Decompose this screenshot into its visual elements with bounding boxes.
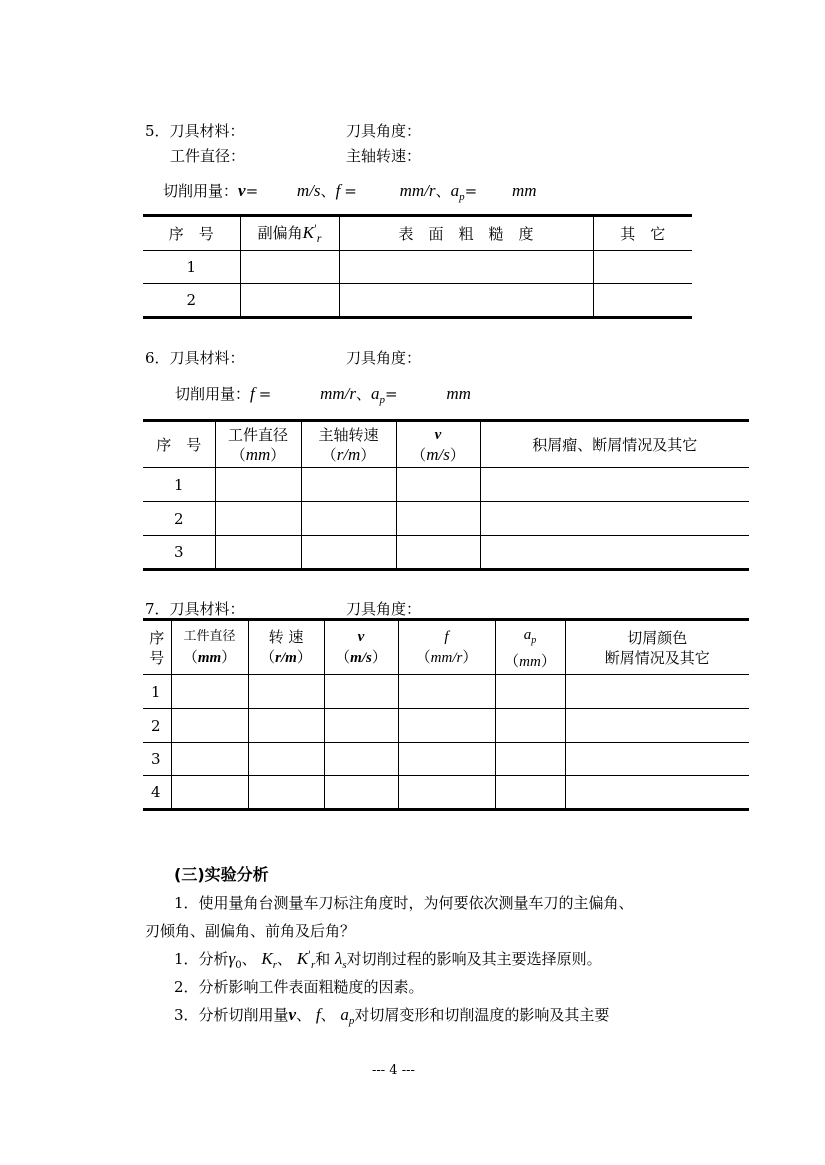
table-cell[interactable] xyxy=(495,675,565,709)
table-row xyxy=(143,502,749,536)
table-cell[interactable] xyxy=(301,536,396,570)
analysis-question-3: 2．分析影响工件表面粗糙度的因素。 xyxy=(174,978,424,996)
s7-table xyxy=(143,618,749,811)
s5-spindle-speed: 主轴转速： xyxy=(346,147,422,165)
table-cell[interactable] xyxy=(240,284,339,318)
table-cell[interactable] xyxy=(171,776,248,810)
table-cell[interactable] xyxy=(396,468,480,502)
row-index: 1 xyxy=(143,468,215,502)
s6-tool-angle: 刀具角度： xyxy=(346,349,422,367)
table-cell[interactable] xyxy=(593,284,692,318)
s6-col-index: 序 号 xyxy=(143,421,215,468)
s7-col-depth: $a_p$ （mm） xyxy=(495,620,565,675)
table-cell[interactable] xyxy=(339,284,593,318)
table-cell[interactable] xyxy=(171,743,248,776)
table-cell[interactable] xyxy=(565,709,749,743)
s7-col-notes: 切屑颜色 断屑情况及其它 xyxy=(565,620,749,675)
s7-tool-angle: 刀具角度： xyxy=(346,600,422,618)
table-row xyxy=(143,776,749,810)
table-row xyxy=(143,709,749,743)
table-row xyxy=(143,536,749,570)
s7-col-speed: 转 速 （r/m） xyxy=(248,620,324,675)
table-cell[interactable] xyxy=(215,502,301,536)
table-cell[interactable] xyxy=(495,743,565,776)
row-index: 1 xyxy=(143,675,171,709)
s6-table xyxy=(143,419,749,571)
s6-cutting-params: 切削用量：f = mm/r、$a_p=$ mm xyxy=(175,384,471,406)
s5-tool-angle: 刀具角度： xyxy=(346,122,422,140)
s5-col-other: 其 它 xyxy=(593,216,692,251)
table-cell[interactable] xyxy=(248,743,324,776)
table-cell[interactable] xyxy=(495,709,565,743)
analysis-question-1b: 刃倾角、副偏角、前角及后角？ xyxy=(145,922,356,940)
table-cell[interactable] xyxy=(240,251,339,284)
row-index: 3 xyxy=(143,536,215,570)
table-cell[interactable] xyxy=(565,675,749,709)
s5-table xyxy=(143,214,692,319)
s6-col-spindle: 主轴转速 （r/m） xyxy=(301,421,396,468)
analysis-question-4: 3．分析切削用量v、 f、 $a_p$对切屑变形和切削温度的影响及其主要 xyxy=(174,1005,610,1027)
table-cell[interactable] xyxy=(215,536,301,570)
table-row xyxy=(143,251,692,284)
table-row xyxy=(143,468,749,502)
table-cell[interactable] xyxy=(248,709,324,743)
analysis-question-1a: 1．使用量角台测量车刀标注角度时，为何要依次测量车刀的主偏角、 xyxy=(174,894,634,912)
row-index: 2 xyxy=(143,709,171,743)
table-cell[interactable] xyxy=(171,709,248,743)
table-cell[interactable] xyxy=(398,743,495,776)
s7-tool-material: 7．刀具材料： xyxy=(145,600,245,618)
s5-col-roughness: 表 面 粗 糙 度 xyxy=(339,216,593,251)
table-cell[interactable] xyxy=(480,536,749,570)
table-cell[interactable] xyxy=(248,675,324,709)
table-cell[interactable] xyxy=(324,776,398,810)
s7-col-feed: f （mm/r） xyxy=(398,620,495,675)
row-index: 1 xyxy=(143,251,240,284)
row-index: 4 xyxy=(143,776,171,810)
s5-cutting-params: 切削用量：v= m/s、f = mm/r、$a_p=$ mm xyxy=(163,181,537,203)
table-row xyxy=(143,284,692,318)
row-index: 2 xyxy=(143,502,215,536)
table-cell[interactable] xyxy=(480,502,749,536)
table-cell[interactable] xyxy=(324,743,398,776)
s6-col-velocity: v （m/s） xyxy=(396,421,480,468)
table-cell[interactable] xyxy=(324,675,398,709)
table-cell[interactable] xyxy=(565,743,749,776)
analysis-heading: (三)实验分析 xyxy=(174,865,269,884)
s5-col-minor-angle: 副偏角$K'_r$ xyxy=(240,216,339,251)
table-row xyxy=(143,675,749,709)
table-cell[interactable] xyxy=(480,468,749,502)
s6-col-diameter: 工件直径 （mm） xyxy=(215,421,301,468)
analysis-question-2: 1．分析$\gamma_0$、 $K_r$、 $K'_r$和 $\lambda_s$对切削过程的影响及其主要选择原则。 xyxy=(174,949,602,971)
s6-tool-material: 6．刀具材料： xyxy=(145,349,245,367)
s5-col-index: 序 号 xyxy=(143,216,240,251)
page-number: --- 4 --- xyxy=(372,1063,415,1078)
table-row xyxy=(143,743,749,776)
table-cell[interactable] xyxy=(248,776,324,810)
table-cell[interactable] xyxy=(396,536,480,570)
row-index: 2 xyxy=(143,284,240,318)
s5-tool-material: 5．刀具材料： xyxy=(145,122,245,140)
s5-workpiece-diameter: 工件直径： xyxy=(170,147,246,165)
s7-col-index: 序 号 xyxy=(143,620,171,675)
table-cell[interactable] xyxy=(398,709,495,743)
s7-col-velocity: v （m/s） xyxy=(324,620,398,675)
table-cell[interactable] xyxy=(593,251,692,284)
table-cell[interactable] xyxy=(398,675,495,709)
table-cell[interactable] xyxy=(171,675,248,709)
table-cell[interactable] xyxy=(495,776,565,810)
s6-col-notes: 积屑瘤、断屑情况及其它 xyxy=(480,421,749,468)
table-cell[interactable] xyxy=(215,468,301,502)
table-cell[interactable] xyxy=(324,709,398,743)
s7-col-diameter: 工件直径 （mm） xyxy=(171,620,248,675)
table-cell[interactable] xyxy=(398,776,495,810)
table-cell[interactable] xyxy=(301,502,396,536)
table-cell[interactable] xyxy=(396,502,480,536)
table-cell[interactable] xyxy=(565,776,749,810)
table-cell[interactable] xyxy=(301,468,396,502)
table-cell[interactable] xyxy=(339,251,593,284)
row-index: 3 xyxy=(143,743,171,776)
